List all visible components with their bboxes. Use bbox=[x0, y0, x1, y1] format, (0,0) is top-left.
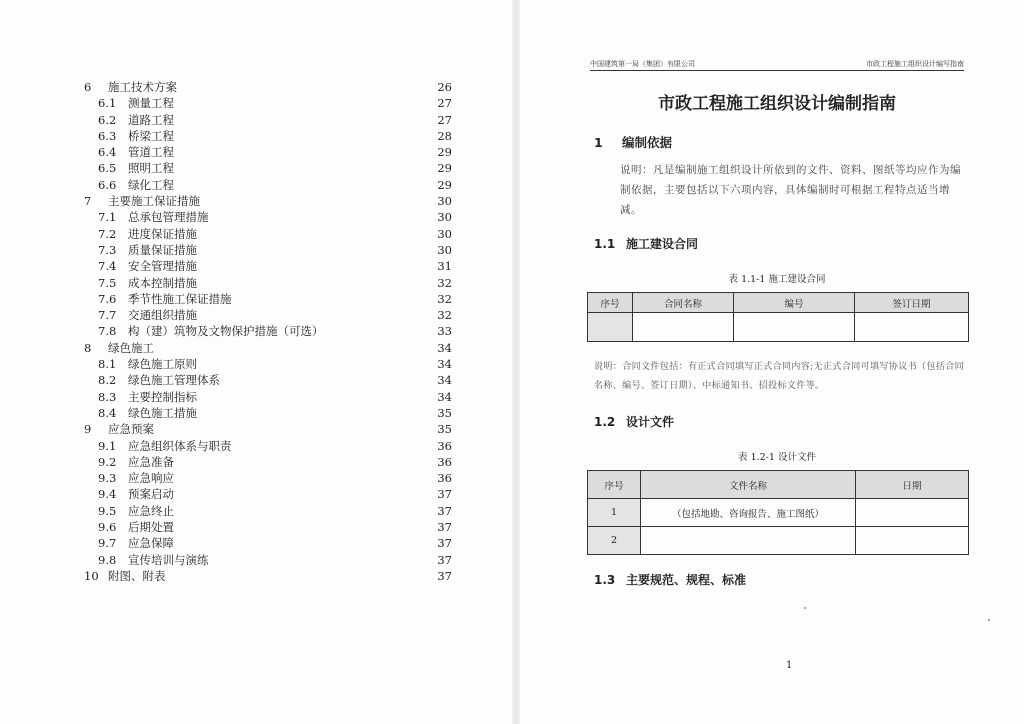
section-1-description: 说明：凡是编制施工组织设计所依到的文件、资料、图纸等均应作为编制依据，主要包括以下六项内容，具体编制时可根据工程特点适当增减。 bbox=[620, 164, 961, 216]
toc-page: 28 bbox=[437, 128, 452, 143]
toc-page: 36 bbox=[437, 438, 452, 453]
toc-page: 26 bbox=[437, 80, 452, 94]
page-number: 1 bbox=[786, 660, 793, 671]
toc-number: 7.2 bbox=[98, 226, 117, 241]
toc-page: 35 bbox=[437, 405, 452, 420]
section-1-heading bbox=[594, 133, 672, 151]
toc-title: 施工技术方案 bbox=[108, 80, 177, 94]
toc-page: 30 bbox=[437, 242, 452, 257]
toc-number: 8.4 bbox=[98, 405, 117, 420]
toc-page: 30 bbox=[437, 226, 452, 241]
toc-number: 9.2 bbox=[98, 454, 117, 469]
right-page bbox=[520, 0, 1024, 724]
toc-title: 应急准备 bbox=[128, 454, 174, 469]
toc-number: 7.7 bbox=[98, 308, 117, 323]
table-cell bbox=[855, 313, 969, 342]
row-number: 2 bbox=[588, 527, 641, 555]
toc-number: 9.8 bbox=[98, 552, 117, 567]
toc-page: 29 bbox=[437, 161, 452, 176]
column-header: 日期 bbox=[856, 471, 969, 499]
section-1-2-heading bbox=[594, 413, 674, 430]
toc-number: 7.1 bbox=[98, 210, 117, 225]
toc-entry bbox=[80, 160, 452, 176]
toc-entry bbox=[80, 454, 452, 470]
toc-entry bbox=[80, 405, 452, 421]
toc-number: 7.6 bbox=[98, 291, 117, 306]
toc-number: 8.1 bbox=[98, 357, 117, 372]
toc-page: 37 bbox=[437, 487, 452, 502]
toc-entry bbox=[80, 275, 452, 291]
toc-title: 构（建）筑物及文物保护措施（可选） bbox=[128, 324, 324, 339]
toc-title: 质量保证措施 bbox=[128, 242, 197, 257]
table-of-contents bbox=[80, 79, 452, 584]
toc-number: 9.3 bbox=[98, 471, 117, 486]
toc-entry bbox=[80, 258, 452, 274]
toc-number: 6.5 bbox=[98, 161, 117, 176]
book-gutter bbox=[512, 0, 520, 724]
toc-page: 29 bbox=[437, 145, 452, 160]
toc-number: 6 bbox=[84, 80, 92, 94]
toc-entry bbox=[80, 340, 452, 356]
toc-page: 34 bbox=[437, 357, 452, 372]
toc-entry bbox=[80, 568, 452, 584]
toc-title: 绿色施工原则 bbox=[128, 357, 197, 372]
toc-entry bbox=[80, 226, 452, 242]
toc-number: 6.6 bbox=[98, 177, 117, 192]
toc-title: 应急响应 bbox=[128, 471, 174, 486]
toc-entry bbox=[80, 291, 452, 307]
toc-title: 绿色施工 bbox=[108, 340, 154, 355]
toc-number: 7.8 bbox=[98, 324, 117, 339]
toc-page: 30 bbox=[437, 194, 452, 209]
toc-title: 成本控制措施 bbox=[128, 275, 197, 290]
toc-entry bbox=[80, 356, 452, 372]
toc-number: 9.1 bbox=[98, 438, 117, 453]
toc-title: 预案启动 bbox=[128, 487, 174, 502]
toc-entry bbox=[80, 177, 452, 193]
toc-page: 36 bbox=[437, 471, 452, 486]
toc-number: 7.5 bbox=[98, 275, 117, 290]
column-header: 序号 bbox=[588, 293, 633, 313]
column-header: 合同名称 bbox=[633, 293, 734, 313]
toc-number: 8.3 bbox=[98, 389, 117, 404]
table-cell bbox=[588, 313, 633, 342]
toc-page: 32 bbox=[437, 291, 452, 306]
column-header: 签订日期 bbox=[855, 293, 969, 313]
section-number: 1.1 bbox=[594, 237, 616, 251]
toc-title: 主要控制指标 bbox=[128, 389, 197, 404]
toc-number: 6.1 bbox=[98, 96, 117, 111]
contract-table bbox=[587, 292, 969, 342]
toc-number: 6.2 bbox=[98, 112, 117, 127]
toc-entry bbox=[80, 372, 452, 388]
table-1-1-caption: 表 1.1-1 施工建设合同 bbox=[728, 274, 826, 285]
section-title: 主要规范、规程、标准 bbox=[626, 573, 747, 587]
toc-page: 29 bbox=[437, 177, 452, 192]
toc-page: 37 bbox=[437, 503, 452, 518]
scan-speck bbox=[804, 607, 806, 609]
row-number: 1 bbox=[588, 499, 641, 527]
header-doc-name: 市政工程施工组织设计编写指南 bbox=[866, 60, 964, 68]
column-header: 文件名称 bbox=[641, 471, 856, 499]
toc-title: 绿色施工管理体系 bbox=[128, 373, 220, 388]
toc-entry bbox=[80, 242, 452, 258]
toc-entry bbox=[80, 95, 452, 111]
toc-entry bbox=[80, 112, 452, 128]
section-title: 设计文件 bbox=[626, 415, 675, 429]
toc-page: 34 bbox=[437, 340, 452, 355]
toc-entry bbox=[80, 79, 452, 95]
table-row bbox=[588, 499, 969, 527]
scan-speck bbox=[988, 619, 990, 621]
toc-number: 9 bbox=[84, 422, 92, 437]
document-title: 市政工程施工组织设计编制指南 bbox=[658, 94, 896, 114]
toc-entry bbox=[80, 193, 452, 209]
toc-number: 8 bbox=[84, 340, 92, 355]
date-cell bbox=[856, 527, 969, 555]
toc-title: 应急保障 bbox=[128, 536, 174, 551]
toc-entry bbox=[80, 470, 452, 486]
toc-number: 9.7 bbox=[98, 536, 117, 551]
toc-title: 后期处置 bbox=[128, 520, 174, 535]
toc-entry bbox=[80, 486, 452, 502]
section-1-1-heading bbox=[594, 235, 698, 252]
section-number: 1.2 bbox=[594, 415, 616, 429]
toc-number: 7.3 bbox=[98, 242, 117, 257]
toc-entry bbox=[80, 307, 452, 323]
toc-title: 管道工程 bbox=[128, 145, 174, 160]
toc-entry bbox=[80, 144, 452, 160]
toc-title: 季节性施工保证措施 bbox=[128, 291, 232, 306]
file-name-cell bbox=[641, 527, 856, 555]
toc-entry bbox=[80, 535, 452, 551]
section-number: 1 bbox=[594, 135, 603, 150]
section-number: 1.3 bbox=[594, 573, 616, 587]
toc-page: 32 bbox=[437, 275, 452, 290]
toc-page: 37 bbox=[437, 536, 452, 551]
toc-entry bbox=[80, 552, 452, 568]
toc-number: 9.4 bbox=[98, 487, 117, 502]
toc-page: 37 bbox=[437, 520, 452, 535]
toc-page: 30 bbox=[437, 210, 452, 225]
toc-title: 测量工程 bbox=[128, 96, 174, 111]
toc-number: 10 bbox=[84, 568, 99, 583]
toc-title: 安全管理措施 bbox=[128, 259, 197, 274]
toc-page: 37 bbox=[437, 568, 452, 583]
toc-number: 9.6 bbox=[98, 520, 117, 535]
section-title: 编制依据 bbox=[622, 135, 673, 150]
toc-title: 应急终止 bbox=[128, 503, 174, 518]
column-header: 编号 bbox=[734, 293, 855, 313]
toc-entry bbox=[80, 128, 452, 144]
toc-title: 绿色施工措施 bbox=[128, 405, 197, 420]
toc-entry bbox=[80, 209, 452, 225]
toc-title: 附图、附表 bbox=[108, 568, 166, 583]
table-cell bbox=[633, 313, 734, 342]
toc-title: 绿化工程 bbox=[128, 177, 174, 192]
toc-title: 主要施工保证措施 bbox=[108, 194, 200, 209]
toc-number: 7 bbox=[84, 194, 92, 209]
toc-page: 34 bbox=[437, 389, 452, 404]
toc-number: 9.5 bbox=[98, 503, 117, 518]
table-cell bbox=[734, 313, 855, 342]
toc-page: 27 bbox=[437, 96, 452, 111]
toc-title: 应急组织体系与职责 bbox=[128, 438, 232, 453]
toc-title: 进度保证措施 bbox=[128, 226, 197, 241]
toc-title: 交通组织措施 bbox=[128, 308, 197, 323]
toc-entry bbox=[80, 519, 452, 535]
file-name-cell: （包括地勘、咨询报告、施工图纸） bbox=[641, 499, 856, 527]
toc-page: 31 bbox=[437, 259, 452, 274]
toc-entry bbox=[80, 323, 452, 339]
toc-title: 宣传培训与演练 bbox=[128, 552, 209, 567]
toc-number: 8.2 bbox=[98, 373, 117, 388]
header-company: 中国建筑第一局（集团）有限公司 bbox=[590, 60, 695, 68]
table-1-2-caption: 表 1.2-1 设计文件 bbox=[738, 452, 816, 463]
design-files-table bbox=[587, 470, 969, 555]
toc-page: 36 bbox=[437, 454, 452, 469]
toc-page: 37 bbox=[437, 552, 452, 567]
toc-number: 6.3 bbox=[98, 128, 117, 143]
toc-page: 34 bbox=[437, 373, 452, 388]
toc-page: 27 bbox=[437, 112, 452, 127]
toc-entry bbox=[80, 438, 452, 454]
toc-number: 6.4 bbox=[98, 145, 117, 160]
toc-page: 32 bbox=[437, 308, 452, 323]
table-1-1-note: 说明：合同文件包括：有正式合同填写正式合同内容;无正式合同可填写协议书（包括合同名称、编号、签订日期）、中标通知书、招投标文件等。 bbox=[594, 362, 965, 391]
toc-title: 桥梁工程 bbox=[128, 128, 174, 143]
table-row bbox=[588, 527, 969, 555]
section-1-3-heading bbox=[594, 571, 746, 588]
toc-entry bbox=[80, 389, 452, 405]
toc-number: 7.4 bbox=[98, 259, 117, 274]
toc-title: 应急预案 bbox=[108, 422, 154, 437]
column-header: 序号 bbox=[588, 471, 641, 499]
toc-title: 总承包管理措施 bbox=[128, 210, 209, 225]
section-title: 施工建设合同 bbox=[626, 237, 699, 251]
toc-page: 33 bbox=[437, 324, 452, 339]
running-header bbox=[590, 56, 964, 71]
date-cell bbox=[856, 499, 969, 527]
toc-entry bbox=[80, 503, 452, 519]
toc-page: 35 bbox=[437, 422, 452, 437]
toc-title: 道路工程 bbox=[128, 112, 174, 127]
toc-title: 照明工程 bbox=[128, 161, 174, 176]
toc-entry bbox=[80, 421, 452, 437]
